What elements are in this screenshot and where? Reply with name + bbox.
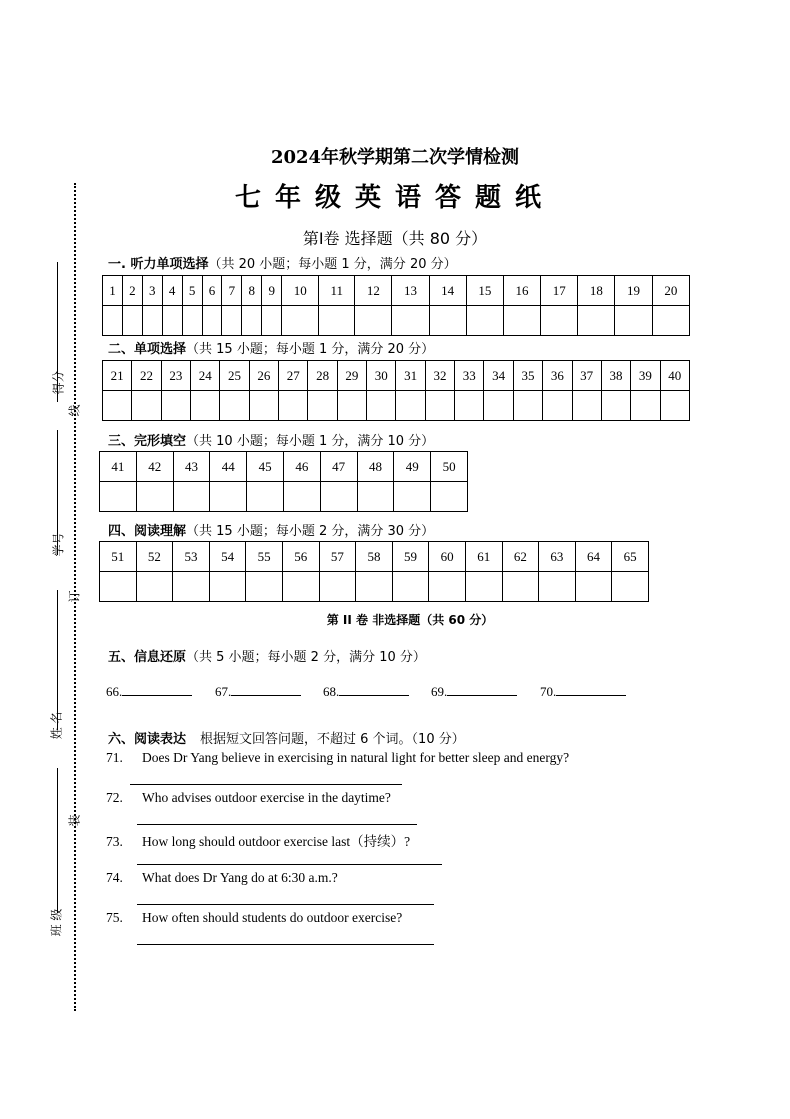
answer-cell[interactable]: [503, 306, 540, 336]
answer-cell[interactable]: [249, 391, 278, 421]
question-number-cell: 40: [660, 361, 689, 391]
question-number-cell: 7: [222, 276, 242, 306]
answer-cell[interactable]: [652, 306, 689, 336]
question-number-cell: 61: [465, 542, 502, 572]
reading-answer-grid: [99, 541, 649, 602]
question-number-cell: 11: [319, 276, 355, 306]
question-number-cell: 39: [631, 361, 660, 391]
question-number-cell: 19: [615, 276, 652, 306]
answer-cell[interactable]: [572, 391, 601, 421]
answer-cell[interactable]: [429, 306, 466, 336]
question-number-cell: 34: [484, 361, 513, 391]
question-number-cell: 21: [103, 361, 132, 391]
answer-cell[interactable]: [100, 572, 137, 602]
answer-cell[interactable]: [367, 391, 396, 421]
answer-cell[interactable]: [173, 482, 210, 512]
question-number-cell: 48: [357, 452, 394, 482]
question-number-cell: 10: [282, 276, 319, 306]
answer-line-73[interactable]: [137, 864, 442, 865]
question-74: 74. What does Dr Yang do at 6:30 a.m.?: [106, 870, 338, 885]
question-number-cell: 24: [191, 361, 220, 391]
blank-67[interactable]: 67.: [215, 684, 301, 700]
question-number-cell: 17: [541, 276, 578, 306]
answer-cell[interactable]: [282, 306, 319, 336]
answer-cell[interactable]: [202, 306, 222, 336]
question-number-cell: 36: [543, 361, 572, 391]
question-number-cell: 64: [575, 542, 612, 572]
question-number-cell: 47: [320, 452, 357, 482]
student-no-label: 学号: [51, 532, 66, 557]
answer-line-71[interactable]: [130, 784, 402, 785]
question-number-cell: 5: [182, 276, 202, 306]
answer-cell[interactable]: [210, 482, 247, 512]
blank-68[interactable]: 68.: [323, 684, 409, 700]
cloze-answer-grid: [99, 451, 468, 512]
answer-cell[interactable]: [246, 572, 283, 602]
answer-cell[interactable]: [220, 391, 249, 421]
answer-line-74[interactable]: [137, 904, 434, 905]
answer-line-75[interactable]: [137, 944, 434, 945]
question-number-cell: 18: [578, 276, 615, 306]
class-label: 班 级: [49, 908, 64, 937]
answer-cell[interactable]: [455, 391, 484, 421]
answer-cell[interactable]: [222, 306, 242, 336]
answer-cell[interactable]: [282, 572, 319, 602]
answer-cell[interactable]: [136, 572, 173, 602]
answer-cell[interactable]: [431, 482, 468, 512]
answer-cell[interactable]: [279, 391, 308, 421]
cloze-heading: 三、完形填空（共 10 小题；每小题 1 分，满分 10 分）: [108, 434, 435, 449]
question-number-cell: 62: [502, 542, 539, 572]
listening-heading: 一. 听力单项选择（共 20 小题；每小题 1 分，满分 20 分）: [108, 257, 457, 272]
question-number-cell: 2: [122, 276, 142, 306]
question-number-cell: 16: [503, 276, 540, 306]
question-number-cell: 50: [431, 452, 468, 482]
listening-answer-grid: [102, 275, 690, 336]
answer-cell[interactable]: [578, 306, 615, 336]
question-number-cell: 56: [282, 542, 319, 572]
question-number-cell: 65: [612, 542, 649, 572]
question-number-cell: 6: [202, 276, 222, 306]
answer-cell[interactable]: [541, 306, 578, 336]
answer-cell[interactable]: [136, 482, 173, 512]
question-number-cell: 23: [161, 361, 190, 391]
answer-cell[interactable]: [173, 572, 210, 602]
class-blank-line: [57, 768, 58, 913]
answer-cell[interactable]: [103, 306, 123, 336]
question-number-cell: 20: [652, 276, 689, 306]
question-number-cell: 14: [429, 276, 466, 306]
answer-cell[interactable]: [601, 391, 630, 421]
blank-69[interactable]: 69.: [431, 684, 517, 700]
answer-cell[interactable]: [209, 572, 246, 602]
order-mark: 订: [67, 590, 82, 603]
question-number-cell: 45: [247, 452, 284, 482]
answer-cell[interactable]: [319, 306, 355, 336]
question-75: 75. How often should students do outdoor exercise?: [106, 910, 403, 925]
question-number-cell: 30: [367, 361, 396, 391]
exam-title: 2024年秋学期第二次学情检测: [270, 147, 520, 168]
answer-cell[interactable]: [660, 391, 689, 421]
question-number-cell: 60: [429, 542, 466, 572]
answer-cell[interactable]: [502, 572, 539, 602]
reading-heading: 四、阅读理解（共 15 小题；每小题 2 分，满分 30 分）: [108, 524, 435, 539]
question-number-cell: 8: [242, 276, 262, 306]
answer-cell[interactable]: [575, 572, 612, 602]
question-number-cell: 53: [173, 542, 210, 572]
answer-cell[interactable]: [320, 482, 357, 512]
single-choice-heading: 二、单项选择（共 15 小题；每小题 1 分，满分 20 分）: [108, 342, 435, 357]
expression-heading: 六、阅读表达 根据短文回答问题，不超过 6 个词。（10 分）: [108, 732, 465, 747]
answer-cell[interactable]: [262, 306, 282, 336]
answer-cell[interactable]: [355, 306, 392, 336]
answer-cell[interactable]: [319, 572, 356, 602]
answer-cell[interactable]: [465, 572, 502, 602]
question-number-cell: 29: [337, 361, 366, 391]
answer-cell[interactable]: [615, 306, 652, 336]
name-label: 姓 名: [49, 711, 64, 740]
question-number-cell: 4: [162, 276, 182, 306]
answer-cell[interactable]: [100, 482, 137, 512]
question-number-cell: 38: [601, 361, 630, 391]
question-number-cell: 63: [539, 542, 576, 572]
part2-title: 第 II 卷 非选择题（共 60 分）: [326, 613, 494, 627]
line-mark: 线: [67, 404, 82, 417]
question-number-cell: 25: [220, 361, 249, 391]
question-71: 71. Does Dr Yang believe in exercising in natural light for better sleep and energy?: [106, 750, 570, 765]
answer-line-72[interactable]: [137, 824, 417, 825]
answer-cell[interactable]: [425, 391, 454, 421]
blank-70[interactable]: 70.: [540, 684, 626, 700]
question-number-cell: 59: [392, 542, 429, 572]
question-number-cell: 54: [209, 542, 246, 572]
answer-cell[interactable]: [247, 482, 284, 512]
answer-cell[interactable]: [161, 391, 190, 421]
question-number-cell: 42: [136, 452, 173, 482]
question-number-cell: 49: [394, 452, 431, 482]
question-number-cell: 55: [246, 542, 283, 572]
answer-cell[interactable]: [242, 306, 262, 336]
question-number-cell: 12: [355, 276, 392, 306]
info-heading: 五、信息还原（共 5 小题；每小题 2 分，满分 10 分）: [108, 650, 426, 665]
answer-cell[interactable]: [543, 391, 572, 421]
answer-cell[interactable]: [162, 306, 182, 336]
sheet-title: 七年级英语答题纸: [234, 183, 555, 213]
question-number-cell: 9: [262, 276, 282, 306]
question-number-cell: 26: [249, 361, 278, 391]
binding-mark: 装: [67, 814, 82, 827]
answer-cell[interactable]: [182, 306, 202, 336]
answer-cell[interactable]: [484, 391, 513, 421]
answer-cell[interactable]: [539, 572, 576, 602]
question-number-cell: 51: [100, 542, 137, 572]
answer-cell[interactable]: [396, 391, 425, 421]
answer-cell[interactable]: [513, 391, 542, 421]
answer-cell[interactable]: [612, 572, 649, 602]
question-number-cell: 3: [142, 276, 162, 306]
question-number-cell: 58: [356, 542, 393, 572]
answer-cell[interactable]: [356, 572, 393, 602]
answer-cell[interactable]: [466, 306, 503, 336]
answer-cell[interactable]: [308, 391, 337, 421]
answer-cell[interactable]: [392, 306, 429, 336]
answer-cell[interactable]: [103, 391, 132, 421]
answer-cell[interactable]: [357, 482, 394, 512]
answer-cell[interactable]: [122, 306, 142, 336]
question-number-cell: 22: [132, 361, 161, 391]
question-number-cell: 28: [308, 361, 337, 391]
answer-cell[interactable]: [283, 482, 320, 512]
answer-cell[interactable]: [191, 391, 220, 421]
answer-cell[interactable]: [394, 482, 431, 512]
question-number-cell: 46: [283, 452, 320, 482]
question-number-cell: 13: [392, 276, 429, 306]
question-number-cell: 43: [173, 452, 210, 482]
question-number-cell: 15: [466, 276, 503, 306]
answer-cell[interactable]: [429, 572, 466, 602]
answer-cell[interactable]: [392, 572, 429, 602]
question-number-cell: 33: [455, 361, 484, 391]
question-number-cell: 57: [319, 542, 356, 572]
question-number-cell: 37: [572, 361, 601, 391]
blank-66[interactable]: 66.: [106, 684, 192, 700]
question-number-cell: 35: [513, 361, 542, 391]
question-number-cell: 41: [100, 452, 137, 482]
question-73: 73. How long should outdoor exercise last（持续）?: [106, 834, 411, 849]
score-label: 得分: [51, 370, 66, 395]
question-number-cell: 27: [279, 361, 308, 391]
answer-cell[interactable]: [142, 306, 162, 336]
answer-cell[interactable]: [337, 391, 366, 421]
part1-title: 第Ⅰ卷 选择题（共 80 分）: [302, 229, 488, 248]
question-number-cell: 52: [136, 542, 173, 572]
question-number-cell: 31: [396, 361, 425, 391]
question-number-cell: 44: [210, 452, 247, 482]
answer-cell[interactable]: [631, 391, 660, 421]
question-number-cell: 1: [103, 276, 123, 306]
single-choice-answer-grid: [102, 360, 690, 421]
answer-cell[interactable]: [132, 391, 161, 421]
question-number-cell: 32: [425, 361, 454, 391]
question-72: 72. Who advises outdoor exercise in the daytime?: [106, 790, 391, 805]
